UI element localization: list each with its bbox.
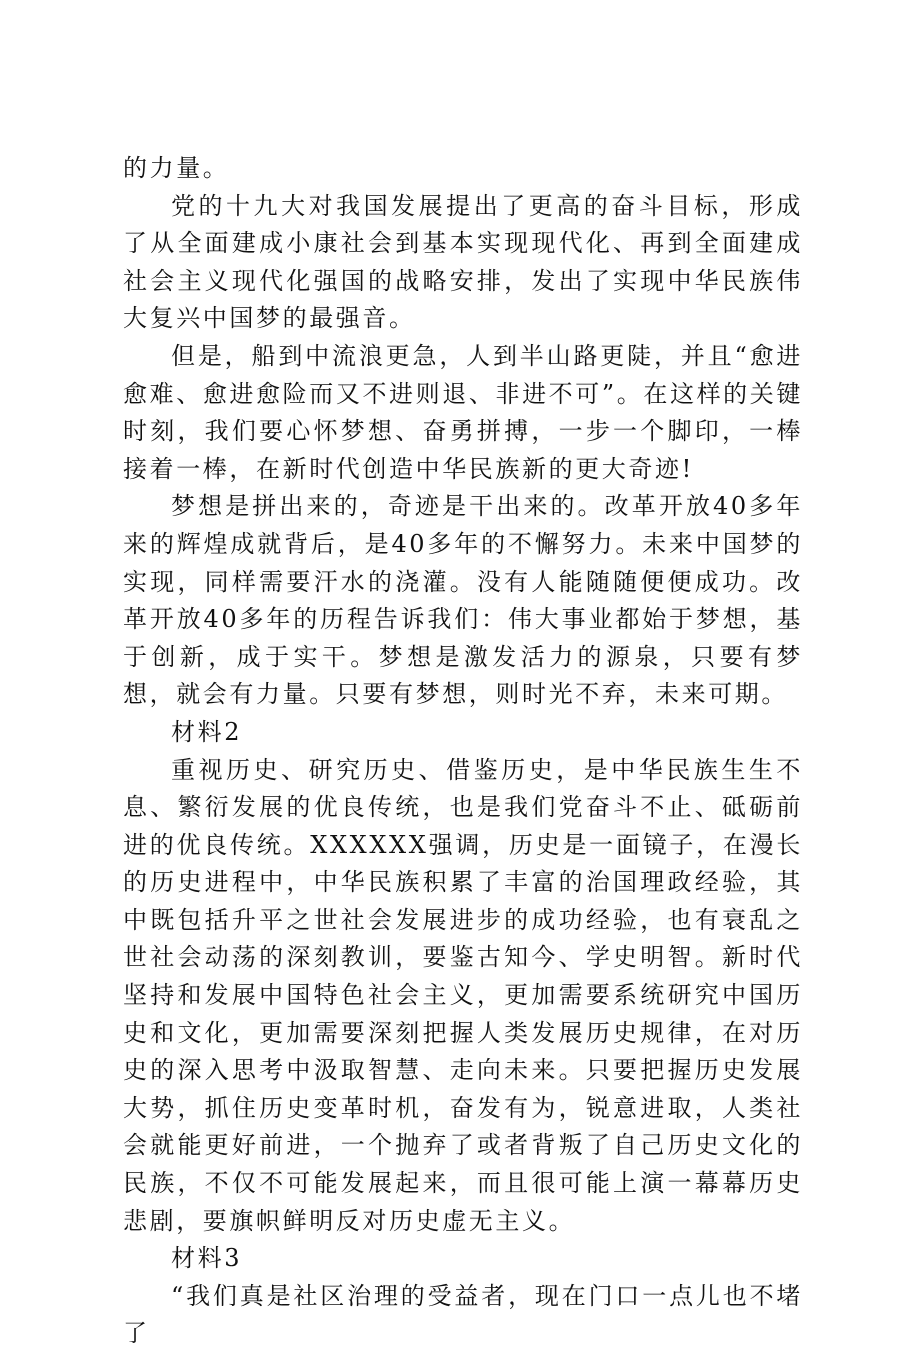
paragraph-key-moment: 但是，船到中流浪更急，人到半山路更陡，并且“愈进愈难、愈进愈险而又不进则退、非进不可”。在这样的关键时刻，我们要心怀梦想、奋勇拼搏，一步一个脚印，一棒接着一棒，在新时代创造中华民族新的更大奇迹!: [123, 341, 803, 483]
paragraph-continuation: 的力量。: [123, 154, 230, 182]
document-body: [123, 150, 803, 1353]
paragraph-history: 重视历史、研究历史、借鉴历史，是中华民族生生不息、繁衍发展的优良传统，也是我们党奋斗不止、砥砺前进的优良传统。XXXXXX强调，历史是一面镜子，在漫长的历史进程中，中华民族积累了丰富的治国理政经验，其中既包括升平之世社会发展进步的成功经验，也有衰乱之世社会动荡的深刻教训，要鉴古知今、学史明智。新时代坚持和发展中国特色社会主义，更加需要系统研究中国历史和文化，更加需要深刻把握人类发展历史规律，在对历史的深入思考中汲取智慧、走向未来。只要把握历史发展大势，抓住历史变革时机，奋发有为，锐意进取，人类社会就能更好前进，一个抛弃了或者背叛了自己历史文化的民族，不仅不可能发展起来，而且很可能上演一幕幕历史悲剧，要旗帜鲜明反对历史虚无主义。: [123, 755, 803, 1235]
paragraph-community-quote: “我们真是社区治理的受益者，现在门口一点儿也不堵了: [123, 1281, 803, 1348]
paragraph-dreams: 梦想是拼出来的，奇迹是干出来的。改革开放40多年来的辉煌成就背后，是40多年的不懈努力。未来中国梦的实现，同样需要汗水的浇灌。没有人能随随便便成功。改革开放40多年的历程告诉我们：伟大事业都始于梦想，基于创新，成于实干。梦想是激发活力的源泉，只要有梦想，就会有力量。只要有梦想，则时光不弃，未来可期。: [123, 492, 803, 709]
material-3-heading: 材料3: [171, 1244, 243, 1273]
paragraph-nineteenth-congress: 党的十九大对我国发展提出了更高的奋斗目标，形成了从全面建成小康社会到基本实现现代化、再到全面建成社会主义现代化强国的战略安排，发出了实现中华民族伟大复兴中国梦的最强音。: [123, 191, 803, 333]
material-2-heading: 材料2: [171, 717, 243, 746]
